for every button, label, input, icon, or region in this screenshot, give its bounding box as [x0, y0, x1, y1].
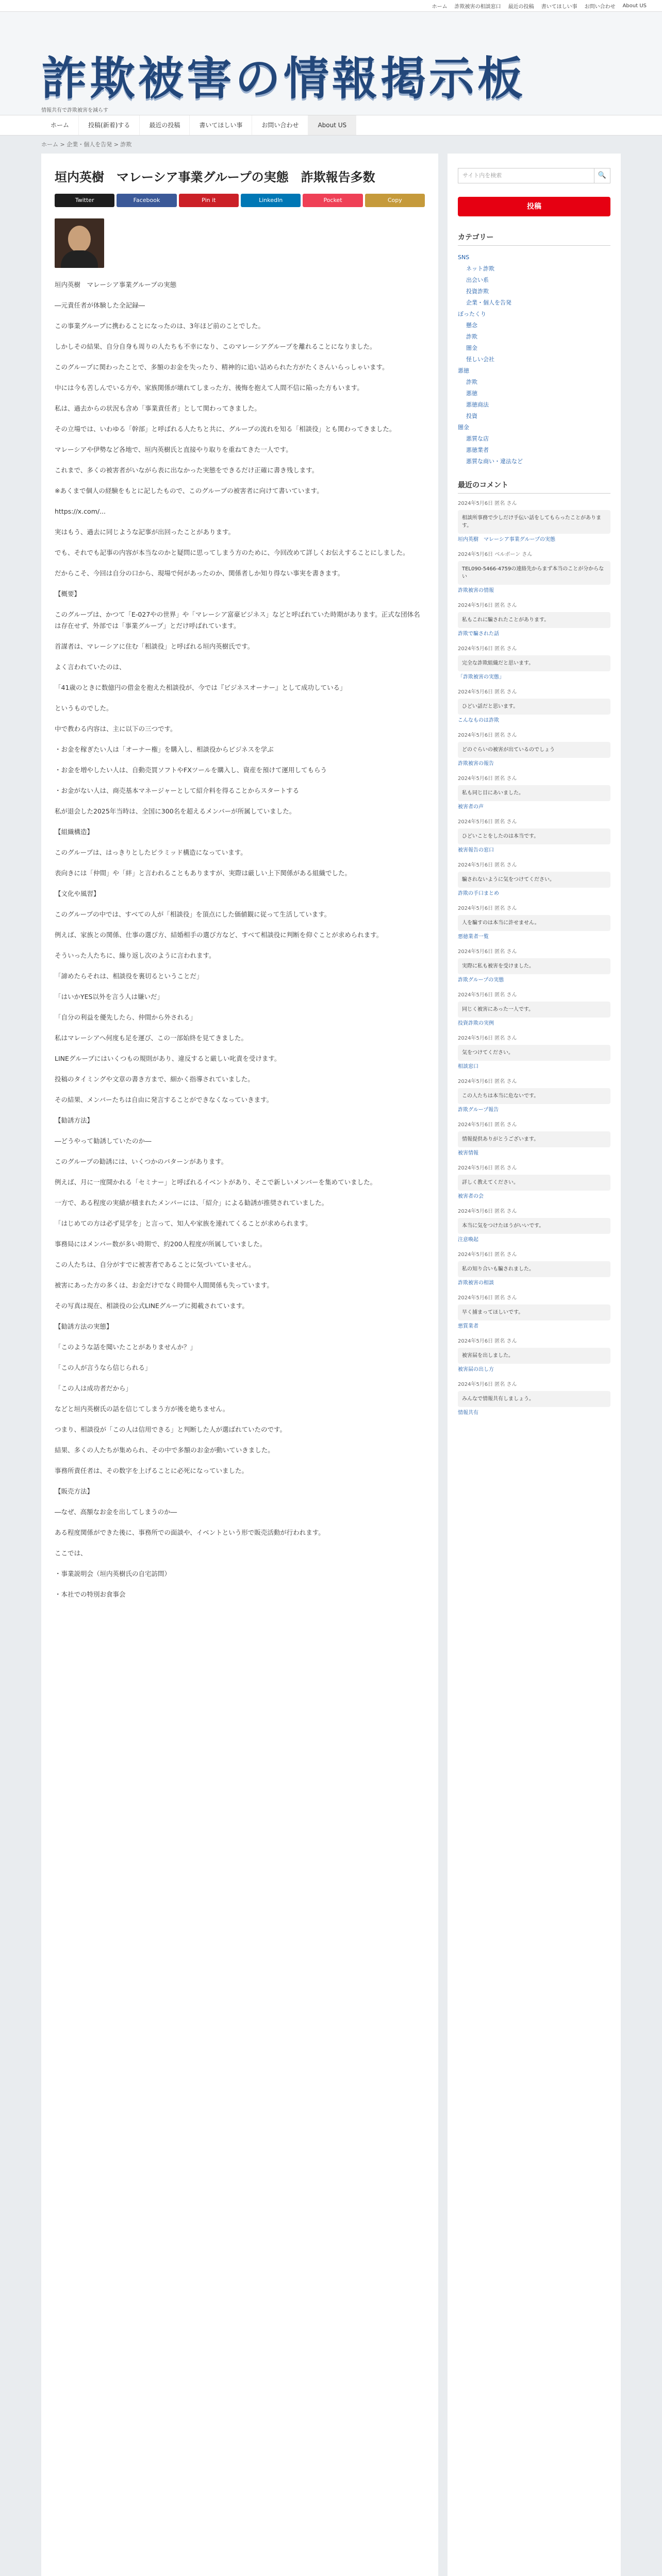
article-paragraph: ある程度関係ができた後に、事務所での面談や、イベントという形で販売活動が行われます。: [55, 1529, 325, 1536]
comment-post-link[interactable]: 悪質業者: [458, 1324, 478, 1329]
nav-item[interactable]: 投稿(新着)する: [79, 115, 140, 135]
article-paragraph: その結果、メンバーたちは自由に発言することができなくなっていきます。: [55, 1096, 273, 1104]
article-paragraph: 「はじめての方は必ず見学を」と言って、知人や家族を連れてくることが求められます。: [55, 1219, 312, 1227]
comment-post-link[interactable]: 詐欺の手口まとめ: [458, 891, 499, 896]
article-paragraph: その立場では、いわゆる「幹部」と呼ばれる人たちと共に、グループの流れを知る「相談役」とも関わってきました。: [55, 425, 396, 433]
comment-text: ひどいことをしたのは本当です。: [458, 828, 610, 844]
comment-post-link[interactable]: 詐欺グループの実態: [458, 977, 504, 983]
comment-item: [458, 1337, 610, 1374]
comment-item: [458, 688, 610, 724]
share-button[interactable]: Copy: [365, 194, 425, 207]
comment-text: TEL090-5466-4759の連絡先からまず本当のことが分からない: [458, 561, 610, 585]
nav-item[interactable]: ホーム: [41, 115, 79, 135]
article-paragraph: 一方で、ある程度の実績が積まれたメンバーには、「紹介」による勧誘が推奨されていました。: [55, 1199, 328, 1207]
topbar-link[interactable]: 最近の投稿: [508, 4, 534, 10]
article-paragraph: ここでは、: [55, 1549, 87, 1557]
search-input[interactable]: サイト内を検索: [462, 172, 502, 179]
article-paragraph: このグループは、はっきりとしたピラミッド構造になっています。: [55, 849, 247, 856]
comment-text: 同じく被害にあった一人です。: [458, 1002, 610, 1018]
comment-meta: 2024年5月6日 匿名 さん: [458, 646, 517, 652]
search-icon[interactable]: 🔍: [594, 168, 610, 183]
category-link[interactable]: SNS: [458, 254, 470, 261]
share-button[interactable]: Facebook: [117, 194, 176, 207]
comment-meta: 2024年5月6日 匿名 さん: [458, 1165, 517, 1171]
comment-text: 私の知り合いも騙されました。: [458, 1261, 610, 1277]
share-button[interactable]: Twitter: [55, 194, 114, 207]
nav-item[interactable]: 最近の投稿: [140, 115, 190, 135]
article-paragraph: このグループに関わったことで、多額のお金を失ったり、精神的に追い詰められた方がたくさんいらっしゃいます。: [55, 363, 389, 371]
article-paragraph: ・お金を増やしたい人は、自動売買ソフトやFXツールを購入し、資産を預けて運用してもらう: [55, 766, 327, 774]
category-link[interactable]: 詐欺: [466, 333, 477, 340]
comment-text: 気をつけてください。: [458, 1045, 610, 1061]
comment-text: 相談所事務で少しだけ手伝い話をしてもらったことがあります。: [458, 510, 610, 534]
sidebar: [448, 154, 621, 2576]
category-link[interactable]: 懸念: [466, 322, 477, 329]
article-paragraph: ―どうやって勧誘していたのか―: [55, 1137, 152, 1145]
category-link[interactable]: 悪徳業者: [466, 447, 489, 453]
comment-meta: 2024年5月6日 匿名 さん: [458, 733, 517, 738]
article-paragraph: 私はマレーシアへ何度も足を運び、この一部始終を見てきました。: [55, 1034, 248, 1042]
comment-meta: 2024年5月6日 匿名 さん: [458, 1036, 517, 1041]
comment-item: [458, 732, 610, 768]
comment-meta: 2024年5月6日 ベルボーン さん: [458, 552, 533, 557]
article-paragraph: ※あくまで個人の経験をもとに記したもので、このグループの被害者に向けて書いています。: [55, 487, 323, 495]
site-tagline: 情報共有で詐欺被害を減らす: [41, 108, 108, 113]
share-button[interactable]: Pin it: [179, 194, 239, 207]
topbar-link[interactable]: 書いてほしい事: [541, 4, 577, 10]
comment-meta: 2024年5月6日 匿名 さん: [458, 862, 517, 868]
comment-item: [458, 948, 610, 984]
comment-item: [458, 1164, 610, 1200]
article-paragraph: 【勧誘方法の実態】: [55, 1323, 113, 1330]
category-link[interactable]: 闇金: [466, 345, 477, 351]
comment-item: [458, 1251, 610, 1287]
article-paragraph: そういった人たちに、繰り返し次のように言われます。: [55, 952, 216, 959]
topbar-link[interactable]: About US: [622, 3, 647, 9]
comment-item: [458, 500, 610, 544]
article-paragraph: でも、それでも記事の内容が本当なのかと疑問に思ってしまう方のために、今回改めて詳しくお伝えすることにしました。: [55, 549, 409, 556]
comment-item: [458, 818, 610, 854]
category-link[interactable]: ぼったくり: [458, 311, 486, 317]
category-link[interactable]: 怪しい会社: [466, 356, 494, 363]
comment-meta: 2024年5月6日 匿名 さん: [458, 1295, 517, 1301]
article-paragraph: しかしその結果、自分自身も周りの人たちも不幸になり、このマレーシアグループを離れることになりました。: [55, 343, 376, 350]
article-paragraph: 垣内英樹 マレーシア事業グループの実態: [55, 281, 177, 289]
article-paragraph: 例えば、家族との関係、仕事の選び方、結婚相手の選び方など、すべて相談役に判断を仰ぐことが求められます。: [55, 931, 383, 939]
comment-post-link[interactable]: 被害者の会: [458, 1194, 484, 1199]
comment-item: [458, 1294, 610, 1330]
category-link[interactable]: 闇金: [458, 424, 469, 431]
comment-item: [458, 1381, 610, 1417]
comment-item: [458, 1121, 610, 1157]
article-paragraph: 「41歳のときに数億円の借金を抱えた相談役が、今では『ビジネスオーナー』として成功している」: [55, 684, 346, 691]
article-paragraph: 結果、多くの人たちが集められ、その中で多額のお金が動いていきました。: [55, 1446, 274, 1454]
article-paragraph: ―なぜ、高額なお金を出してしまうのか―: [55, 1508, 177, 1516]
comment-post-link[interactable]: 被害届の出し方: [458, 1367, 494, 1372]
article-paragraph: 「自分の利益を優先したら、仲間から外される」: [55, 1013, 197, 1021]
article-paragraph: このグループの勧誘には、いくつかのパターンがあります。: [55, 1158, 228, 1165]
article-paragraph: このグループの中では、すべての人が「相談役」を頂点にした価値観に従って生活しています。: [55, 910, 331, 918]
article-paragraph: 【販売方法】: [55, 1487, 94, 1495]
category-link[interactable]: 投資詐欺: [466, 288, 489, 295]
article-paragraph: 首謀者は、マレーシアに住む「相談役」と呼ばれる垣内英樹氏です。: [55, 642, 254, 650]
nav-item[interactable]: About US: [308, 115, 356, 135]
article-paragraph: マレーシアや伊勢など各地で、垣内英樹氏と直接やり取りを重ねてきた一人です。: [55, 446, 292, 453]
article-paragraph: 私は、過去からの状況も含め「事業責任者」として関わってきました。: [55, 404, 261, 412]
comment-text: 被害届を出しました。: [458, 1348, 610, 1364]
article-paragraph: LINEグループにはいくつもの規則があり、違反すると厳しい叱責を受けます。: [55, 1055, 281, 1062]
comment-post-link[interactable]: こんなものは詐欺: [458, 718, 499, 723]
comment-text: ひどい話だと思います。: [458, 699, 610, 715]
comment-meta: 2024年5月6日 匿名 さん: [458, 1209, 517, 1214]
search-box: [458, 168, 610, 183]
nav-item[interactable]: お問い合わせ: [252, 115, 308, 135]
category-link[interactable]: 悪徳商法: [466, 401, 489, 408]
comment-meta: 2024年5月6日 匿名 さん: [458, 776, 517, 782]
article-paragraph: 私が退会した2025年当時は、全国に300名を超えるメンバーが所属していました。: [55, 807, 296, 815]
comment-item: [458, 602, 610, 638]
comment-post-link[interactable]: 注意喚起: [458, 1237, 478, 1243]
article-paragraph: このグループは、かつて「E-027やの世界」や「マレーシア富豪ビジネス」などと呼ばれていた時期があります。正式な団体名は存在せず、外部では「事業グループ」とだけ呼ばれています。: [55, 611, 420, 630]
comment-text: 本当に気をつけたほうがいいです。: [458, 1218, 610, 1234]
comment-item: [458, 1035, 610, 1071]
article-main: [41, 154, 438, 2576]
comment-text: 早く捕まってほしいです。: [458, 1304, 610, 1320]
article-paragraph: 「この人は成功者だから」: [55, 1384, 133, 1392]
article-paragraph: ―元責任者が体験した全記録―: [55, 301, 145, 309]
post-button[interactable]: 投稿: [458, 197, 610, 216]
comment-meta: 2024年5月6日 匿名 さん: [458, 501, 517, 506]
comment-post-link[interactable]: 詐欺被害の報告: [458, 761, 494, 767]
article-paragraph: つまり、相談役が「この人は信用できる」と判断した人が選ばれていたのです。: [55, 1426, 287, 1433]
article-paragraph: これまで、多くの被害者がいながら表に出なかった実態をできるだけ正確に書き残します。: [55, 466, 319, 474]
article-paragraph: 中には今も苦しんでいる方や、家族関係が壊れてしまった方、後悔を抱えて人間不信に陥った方もいます。: [55, 384, 363, 392]
comment-item: [458, 1078, 610, 1114]
article-paragraph: だからこそ、今回は自分の口から、現場で何があったのか、関係者しか知り得ない事実を書きます。: [55, 569, 344, 577]
comment-meta: 2024年5月6日 匿名 さん: [458, 689, 517, 695]
category-list: [458, 252, 610, 467]
article-paragraph: 「この人が言うなら信じられる」: [55, 1364, 152, 1371]
comment-meta: 2024年5月6日 匿名 さん: [458, 906, 517, 911]
article-paragraph: 「諦めたらそれは、相談役を裏切るということだ」: [55, 972, 203, 980]
article-body: [55, 279, 425, 1600]
article-paragraph: 事務局にはメンバー数が多い時期で、約200人程度が所属していました。: [55, 1240, 267, 1248]
comment-text: 実際に私も被害を受けました。: [458, 958, 610, 974]
categories-heading: カテゴリー: [458, 232, 610, 246]
comment-post-link[interactable]: 被害報告の窓口: [458, 848, 494, 853]
site-header: [0, 12, 662, 115]
article-paragraph: よく言われていたのは、: [55, 663, 126, 671]
comment-item: [458, 775, 610, 811]
article-paragraph: ・お金がない人は、商売基本マネージャーとして紹介料を得ることからスタートする: [55, 787, 300, 794]
topbar-link[interactable]: お問い合わせ: [584, 4, 616, 10]
comment-post-link[interactable]: 被害者の声: [458, 804, 484, 810]
article-paragraph: というものでした。: [55, 704, 113, 712]
comment-text: 情報提供ありがとうございます。: [458, 1131, 610, 1147]
article-paragraph: この事業グループに携わることになったのは、3年ほど前のことでした。: [55, 322, 264, 330]
category-link[interactable]: 悪徳: [458, 367, 469, 374]
site-logo[interactable]: 詐欺被害の情報掲示板: [41, 52, 526, 105]
comment-post-link[interactable]: 悪徳業者一覧: [458, 934, 489, 940]
share-buttons: [55, 194, 425, 207]
topbar-link[interactable]: 詐欺被害の相談窓口: [454, 4, 501, 10]
article-paragraph: ・お金を稼ぎたい人は「オーナー権」を購入し、相談役からビジネスを学ぶ: [55, 745, 274, 753]
comment-text: 人を騙すのは本当に許せません。: [458, 915, 610, 931]
article-paragraph: 事務所責任者は、その数字を上げることに必死になっていました。: [55, 1467, 249, 1475]
article-paragraph: 投稿のタイミングや文章の書き方まで、細かく指導されていました。: [55, 1075, 254, 1083]
comment-post-link[interactable]: 詐欺被害の相談: [458, 1280, 494, 1286]
article-paragraph: 実はもう、過去に同じような記事が出回ったことがあります。: [55, 528, 235, 536]
category-link[interactable]: 企業・個人を告発: [466, 299, 511, 306]
comment-text: 詳しく教えてください。: [458, 1175, 610, 1191]
comment-post-link[interactable]: 投資詐欺の実例: [458, 1021, 494, 1026]
comment-meta: 2024年5月6日 匿名 さん: [458, 1252, 517, 1258]
comment-meta: 2024年5月6日 匿名 さん: [458, 1079, 517, 1084]
share-button[interactable]: Pocket: [303, 194, 362, 207]
comment-post-link[interactable]: 「詐欺被害の実態」: [458, 674, 504, 680]
article-paragraph: 【概要】: [55, 590, 81, 598]
comment-post-link[interactable]: 被害情報: [458, 1150, 478, 1156]
comment-meta: 2024年5月6日 匿名 さん: [458, 992, 517, 998]
article-paragraph: 表向きには「仲間」や「絆」と言われることもありますが、実際は厳しい上下関係がある組織でした。: [55, 869, 352, 877]
comment-text: みんなで情報共有しましょう。: [458, 1391, 610, 1407]
comment-text: 私もこれに騙されたことがあります。: [458, 612, 610, 628]
comment-text: 完全な詐欺組織だと思います。: [458, 655, 610, 671]
article-paragraph: ・事業説明会（垣内英樹氏の自宅訪問）: [55, 1570, 171, 1578]
comment-post-link[interactable]: 相談窓口: [458, 1064, 478, 1070]
comment-post-link[interactable]: 詐欺被害の情報: [458, 588, 494, 594]
comment-item: [458, 991, 610, 1027]
comment-item: [458, 551, 610, 595]
article-paragraph: この人たちは、自分がすでに被害者であることに気づいていません。: [55, 1261, 255, 1268]
article-paragraph: 被害にあった方の多くは、お金だけでなく時間や人間関係も失っています。: [55, 1281, 273, 1289]
topbar-link[interactable]: ホーム: [432, 4, 448, 10]
comment-meta: 2024年5月6日 匿名 さん: [458, 949, 517, 955]
article-paragraph: などと垣内英樹氏の話を信じてしまう方が後を絶ちません。: [55, 1405, 229, 1413]
article-paragraph: 「このような話を聞いたことがありませんか？」: [55, 1343, 197, 1351]
article-title: 垣内英樹 マレーシア事業グループの実態 詐欺報告多数: [55, 170, 375, 184]
comments-heading: 最近のコメント: [458, 480, 610, 494]
comment-meta: 2024年5月6日 匿名 さん: [458, 819, 517, 825]
article-paragraph: 【勧誘方法】: [55, 1116, 94, 1124]
comment-post-link[interactable]: 詐欺グループ報告: [458, 1107, 499, 1113]
category-link[interactable]: 投資: [466, 413, 477, 419]
category-link[interactable]: ネット詐欺: [466, 265, 494, 272]
comment-text: この人たちは本当に危ないです。: [458, 1088, 610, 1104]
article-paragraph: 【文化や風習】: [55, 890, 100, 897]
comment-item: [458, 905, 610, 941]
comment-item: [458, 861, 610, 897]
comment-text: 騙されないように気をつけてください。: [458, 872, 610, 888]
article-paragraph: 例えば、月に一度開かれる「セミナー」と呼ばれるイベントがあり、そこで新しいメンバーを集めていました。: [55, 1178, 377, 1186]
comment-list: [458, 500, 610, 1417]
comment-post-link[interactable]: 詐欺で騙された話: [458, 631, 499, 637]
breadcrumb[interactable]: ホーム > 企業・個人を告発 > 詐欺: [41, 141, 132, 148]
comment-post-link[interactable]: 情報共有: [458, 1410, 478, 1416]
top-utility-bar: [0, 0, 662, 12]
article-paragraph: その写真は現在、相談役の公式LINEグループに掲載されています。: [55, 1302, 249, 1310]
author-photo: [55, 218, 104, 268]
main-nav: [0, 115, 662, 135]
nav-item[interactable]: 書いてほしい事: [190, 115, 252, 135]
article-paragraph: 「はいかYES以外を言う人は嫌いだ」: [55, 993, 163, 1001]
category-link[interactable]: 悪徳: [466, 390, 477, 397]
comment-post-link[interactable]: 垣内英樹 マレーシア事業グループの実態: [458, 537, 555, 543]
category-link[interactable]: 悪質な店: [466, 435, 489, 442]
comment-item: [458, 645, 610, 681]
comment-meta: 2024年5月6日 匿名 さん: [458, 1382, 517, 1387]
category-link[interactable]: 悪質な商い・違法など: [466, 458, 523, 465]
comment-text: どのぐらいの被害が出ているのでしょう: [458, 742, 610, 758]
comment-meta: 2024年5月6日 匿名 さん: [458, 1338, 517, 1344]
comment-meta: 2024年5月6日 匿名 さん: [458, 603, 517, 608]
comment-item: [458, 1208, 610, 1244]
category-link[interactable]: 出会い系: [466, 277, 489, 283]
category-link[interactable]: 詐欺: [466, 379, 477, 385]
share-button[interactable]: LinkedIn: [241, 194, 301, 207]
comment-meta: 2024年5月6日 匿名 さん: [458, 1122, 517, 1128]
article-paragraph: 【組織構造】: [55, 828, 94, 836]
article-paragraph: ・本社での特別お食事会: [55, 1590, 126, 1598]
comment-text: 私も同じ目にあいました。: [458, 785, 610, 801]
article-paragraph: 中で教わる内容は、主に以下の三つです。: [55, 725, 177, 733]
article-paragraph: https://x.com/...: [55, 507, 106, 515]
